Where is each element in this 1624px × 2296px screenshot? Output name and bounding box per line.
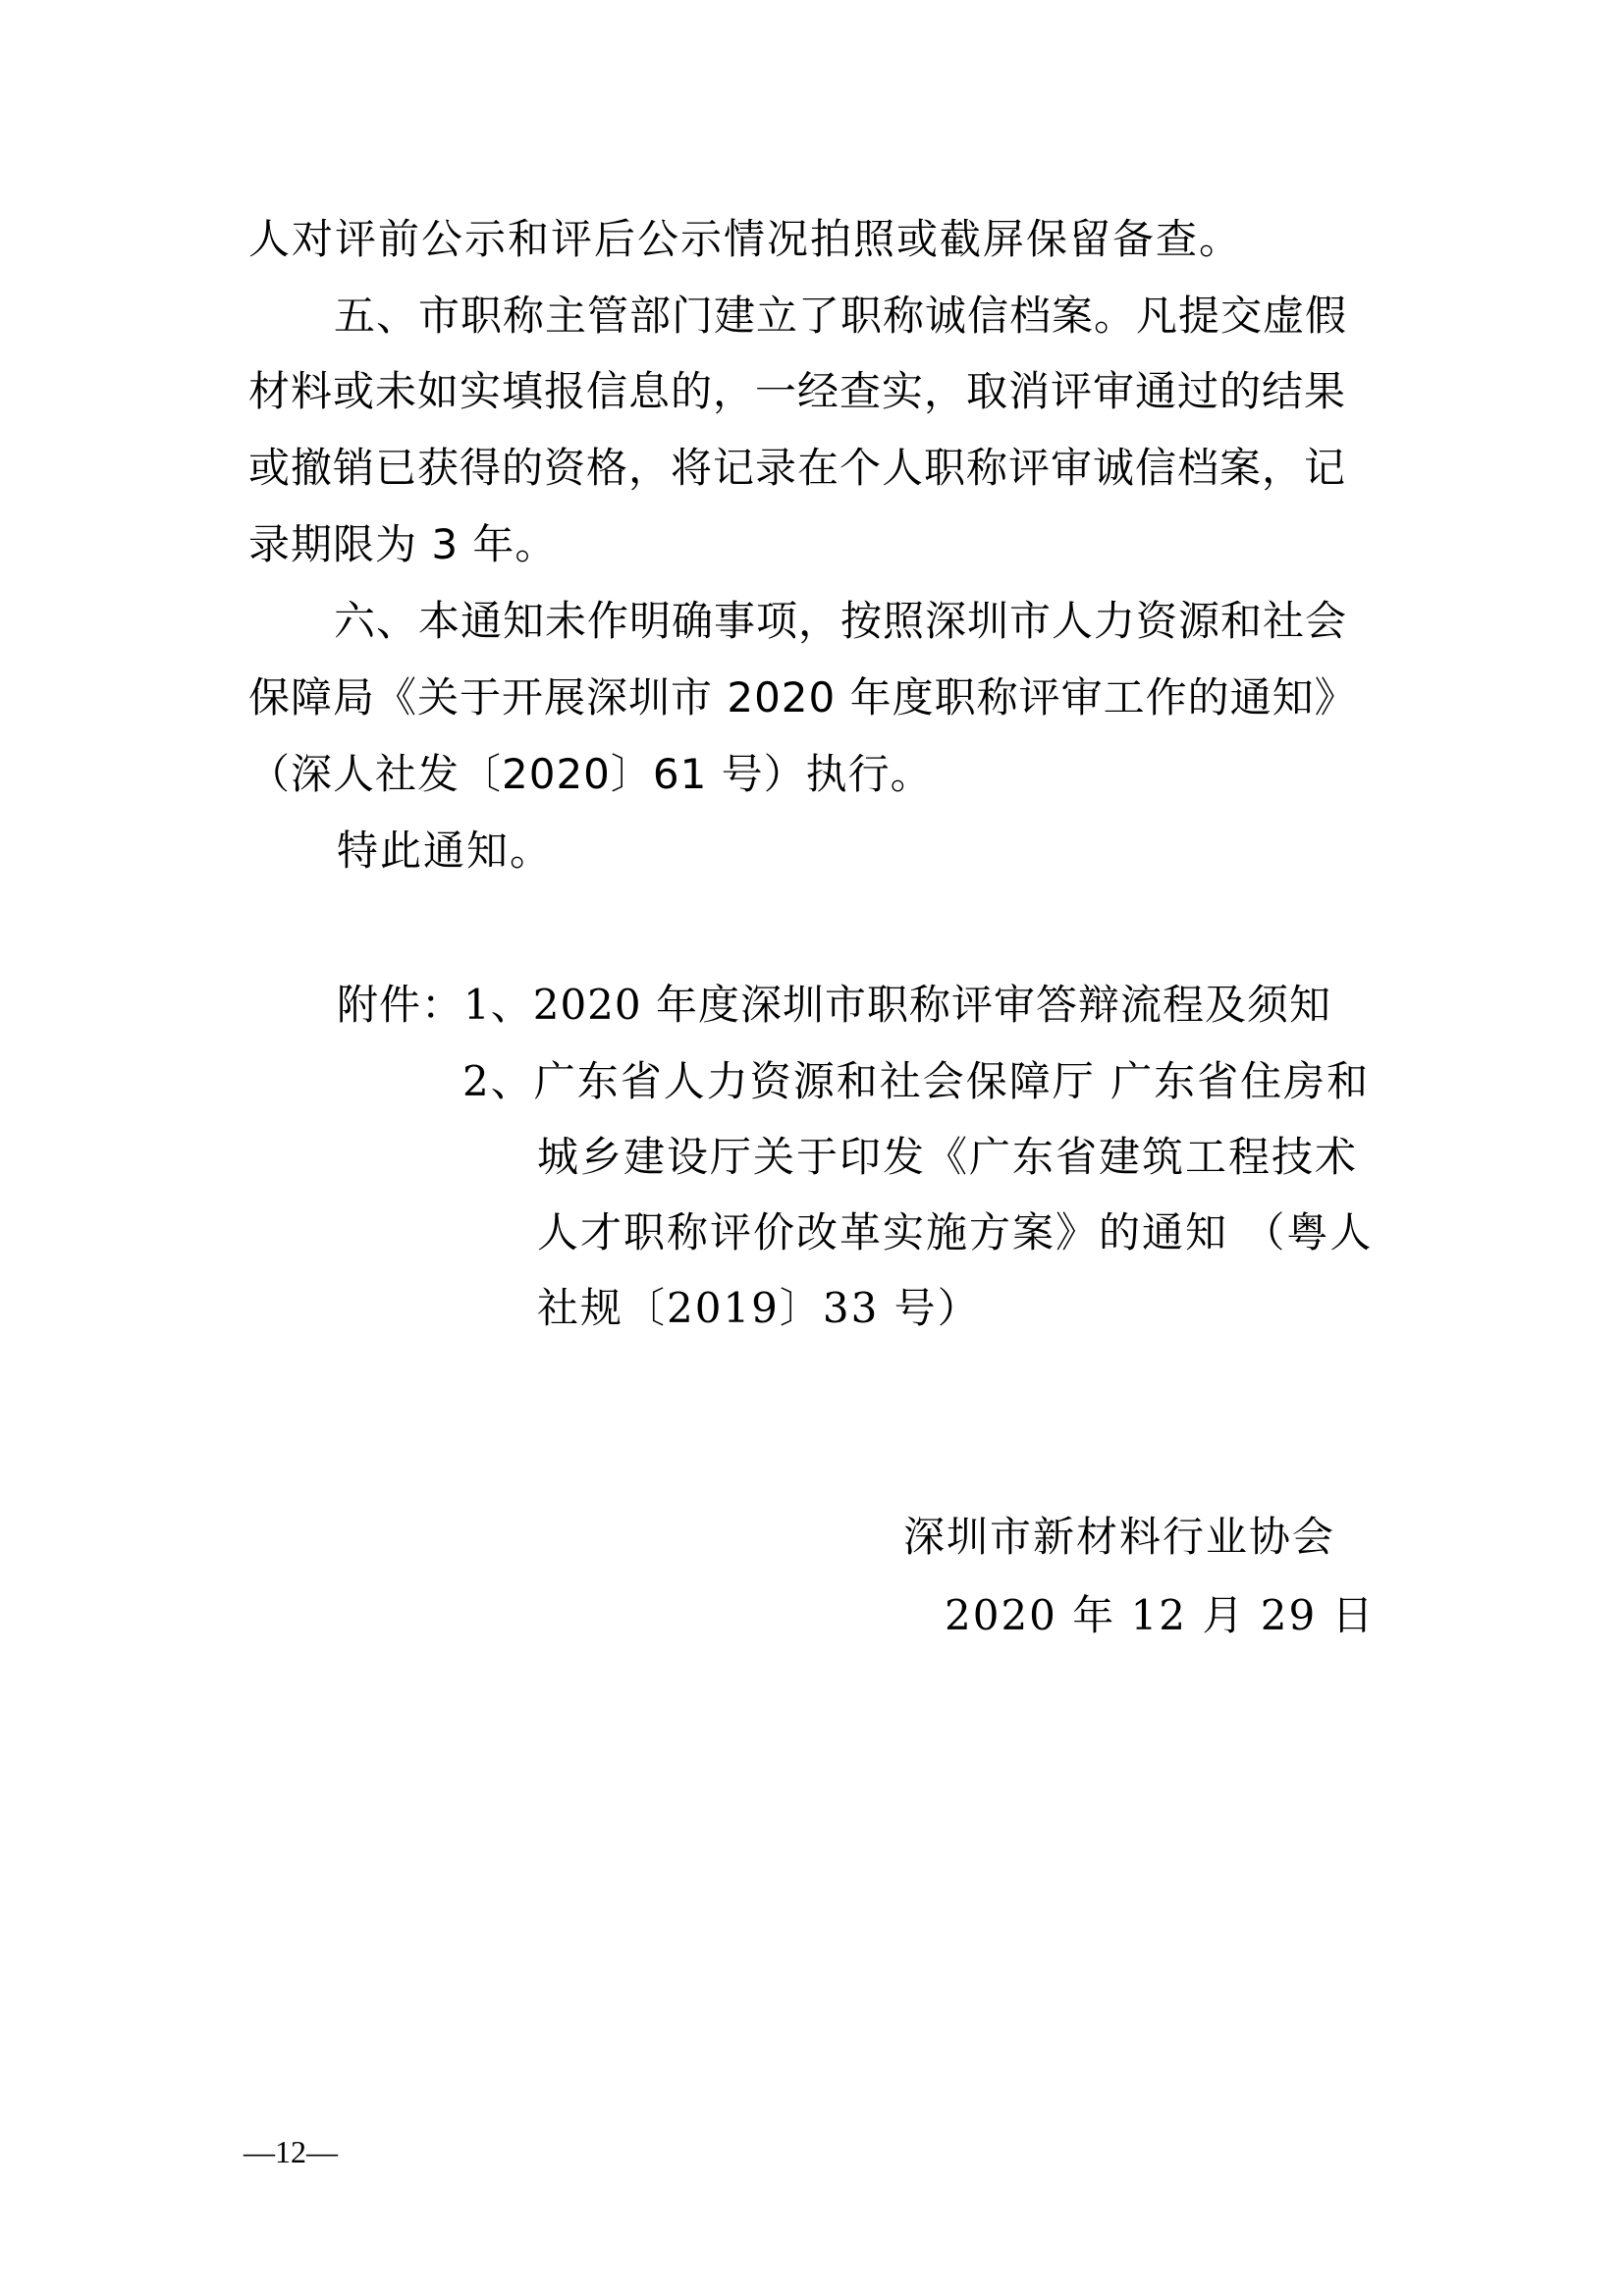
item5-line-2: 材料或未如实填报信息的，一经查实，取消评审通过的结果 — [248, 367, 1347, 415]
signature-date: 2020 年 12 月 29 日 — [945, 1591, 1376, 1639]
paragraph-four-tail: 人对评前公示和评后公示情况拍照或截屏保留备查。 — [248, 215, 1243, 263]
item5-line-4: 录期限为 3 年。 — [248, 520, 558, 568]
item5-line-1: 五、市职称主管部门建立了职称诚信档案。凡提交虚假 — [334, 292, 1348, 340]
attachment-item-2-line-3: 人才职称评价改革实施方案》的通知 （粤人 — [537, 1208, 1374, 1256]
attachment-item-2-line-4: 社规〔2019〕33 号） — [537, 1284, 981, 1332]
attachment-item-2-line-1: 2、广东省人力资源和社会保障厅 广东省住房和 — [462, 1057, 1371, 1105]
attachment-1-text: 1、2020 年度深圳市职称评审答辩流程及须知 — [463, 981, 1331, 1029]
signature-organization: 深圳市新材料行业协会 — [903, 1513, 1336, 1561]
page-number: —12— — [244, 2134, 338, 2169]
attachment-item-1 — [337, 982, 1331, 1029]
item6-line-2: 保障局《关于开展深圳市 2020 年度职称评审工作的通知》 — [248, 673, 1357, 721]
closing-text: 特此通知。 — [337, 827, 554, 875]
attachment-label: 附件： — [337, 981, 464, 1029]
attachment-item-2-line-2: 城乡建设厅关于印发《广东省建筑工程技术 — [537, 1133, 1359, 1181]
item6-line-1: 六、本通知未作明确事项，按照深圳市人力资源和社会 — [334, 597, 1348, 645]
item5-line-3: 或撤销已获得的资格，将记录在个人职称评审诚信档案，记 — [248, 444, 1347, 492]
item6-line-3: （深人社发〔2020〕61 号）执行。 — [248, 750, 933, 798]
